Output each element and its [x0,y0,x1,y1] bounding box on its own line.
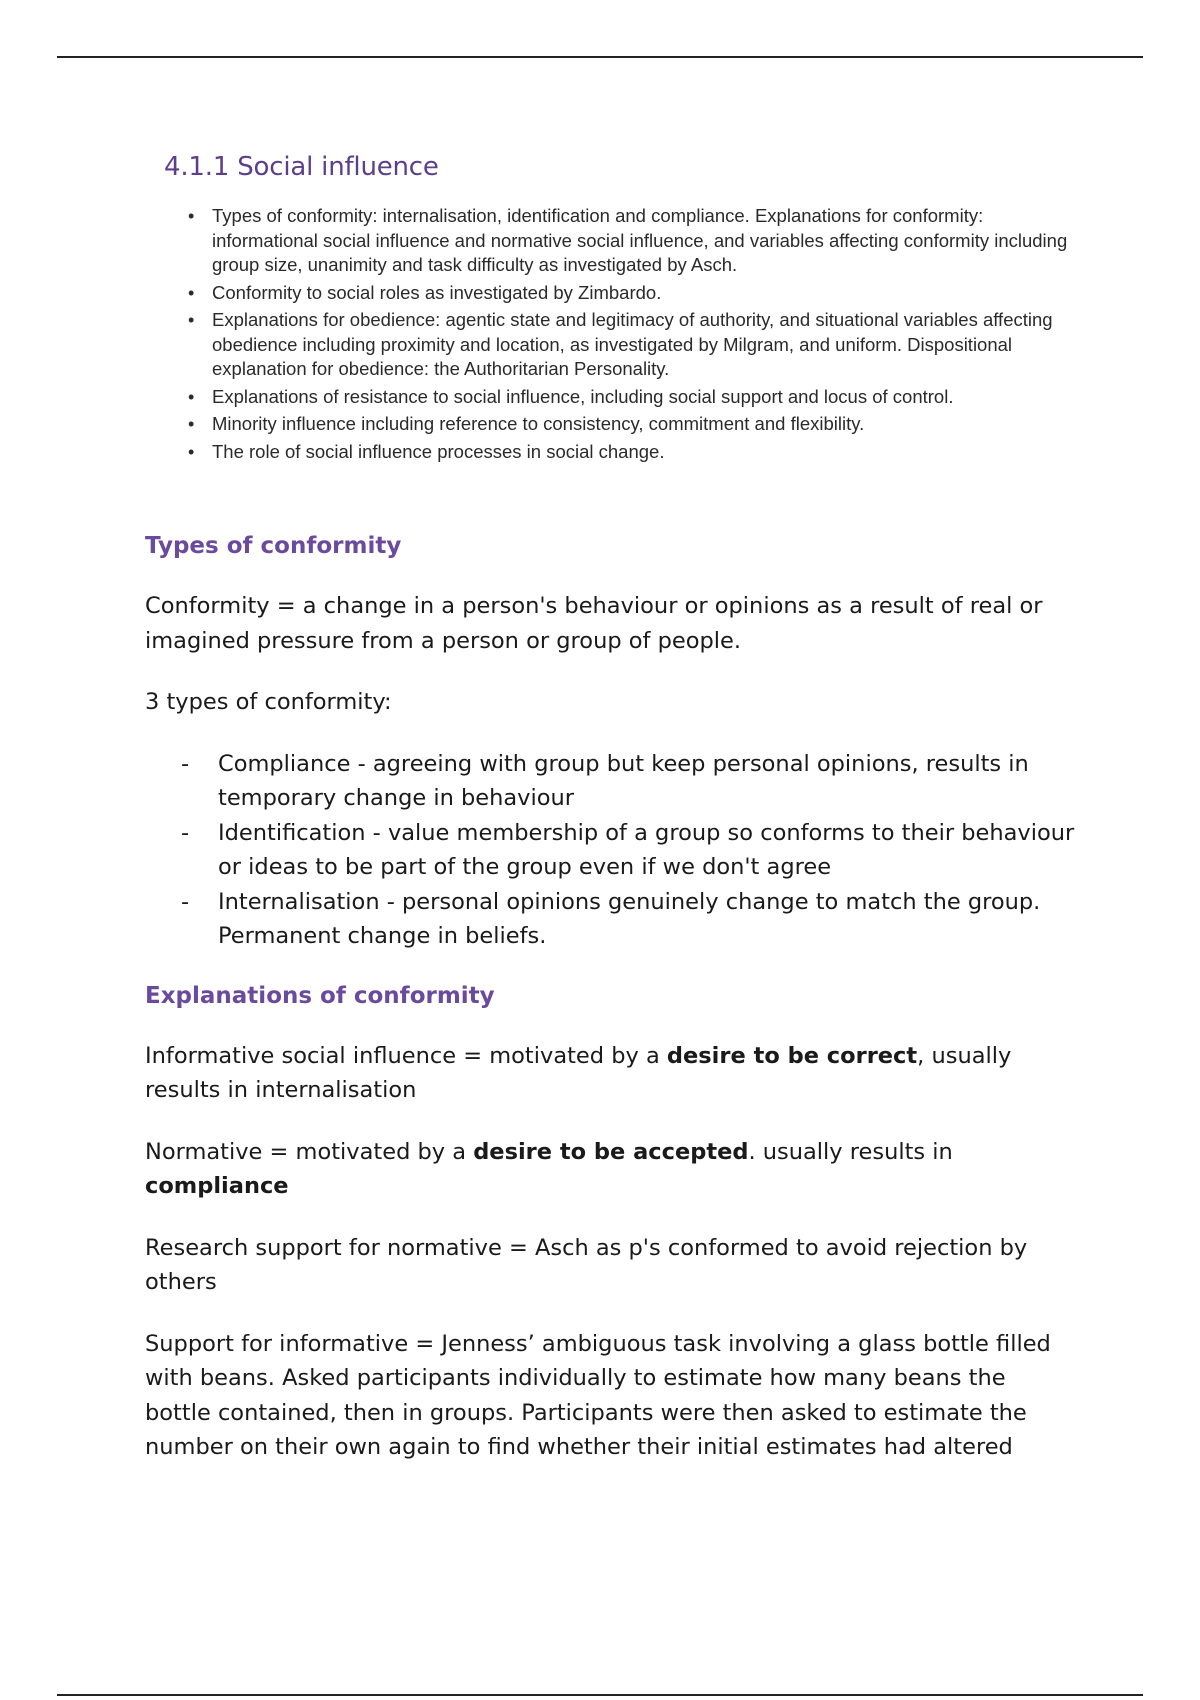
bullet-icon: • [188,206,195,226]
bullet-icon: • [188,414,195,434]
spec-item-text: Explanations for obedience: agentic state and legitimacy of authority, and situational variables affecting obedience including proximity and location, as investigated by Milgram, and uniform. Dispositional explanation for obedience: the Authoritarian Personality. [212,309,1053,379]
informative-support-paragraph: Support for informative = Jenness’ ambiguous task involving a glass bottle filled with beans. Asked participants individually to estimate how many beans the bottle contained, then in groups. Participants were then asked to estimate the number on their own again to find whether their initial estimates had altered [145,1330,1051,1460]
spec-item-text: The role of social influence processes in social change. [212,440,665,462]
list-item [145,885,1075,954]
list-item-text: Internalisation - personal opinions genuinely change to match the group. Permanent change in beliefs. [218,888,1041,949]
list-item [145,816,1075,885]
list-item [145,747,1075,816]
informative-paragraph [145,1039,1075,1108]
dash-icon: - [181,750,190,777]
spec-item [188,412,1078,437]
bullet-icon: • [188,386,195,407]
spec-item [188,281,1078,306]
bullet-icon: • [188,282,195,303]
research-support-paragraph: Research support for normative = Asch as p's conformed to avoid rejection by others [145,1234,1028,1295]
spec-item [188,385,1078,410]
spec-title: 4.1.1 Social influence [164,152,439,182]
footer-rule [57,1694,1143,1696]
informative-emphasis: desire to be correct [666,1042,918,1069]
normative-emphasis: desire to be accepted [473,1138,749,1165]
normative-emphasis-compliance: compliance [145,1173,289,1199]
document-body [145,530,1075,1492]
list-item-text: Identification - value membership of a group so conforms to their behaviour or ideas to be part of the group even if we don't agree [218,819,1075,880]
spec-item-text: Minority influence including reference to consistency, commitment and flexibility. [212,413,865,434]
specification-excerpt [152,140,1072,500]
normative-text-mid: . usually results in [748,1138,953,1165]
conformity-definition: Conformity = a change in a person's behaviour or opinions as a result of real or imagined pressure from a person or group of people. [145,593,1043,654]
spec-item [188,440,1078,465]
spec-item-text: Conformity to social roles as investigated by Zimbardo. [212,281,662,303]
dash-icon: - [181,819,190,846]
informative-text-end: , usually results in internalisation [145,1042,1012,1103]
normative-text: Normative = motivated by a [145,1138,474,1165]
types-intro: 3 types of conformity: [145,689,392,715]
types-heading: Types of conformity [145,533,402,559]
explanations-heading: Explanations of conformity [145,982,495,1009]
informative-text: Informative social influence = motivated by a [145,1042,667,1069]
spec-item-text: Types of conformity: internalisation, identification and compliance. Explanations for conformity: informational social influence and normative social influence, and variables affecting conformity including group size, unanimity and task difficulty as investigated by Asch. [212,205,1068,275]
spec-list [188,204,1078,467]
spec-item-text: Explanations of resistance to social influence, including social support and locus of control. [212,385,954,407]
dash-icon: - [181,888,190,915]
header-rule [57,56,1143,58]
spec-item [188,308,1078,382]
list-item-text: Compliance - agreeing with group but keep personal opinions, results in temporary change in behaviour [218,750,1029,811]
types-list [145,747,1075,954]
spec-item [188,204,1078,278]
bullet-icon: • [188,441,195,462]
normative-paragraph [145,1135,1075,1204]
bullet-icon: • [188,310,195,330]
